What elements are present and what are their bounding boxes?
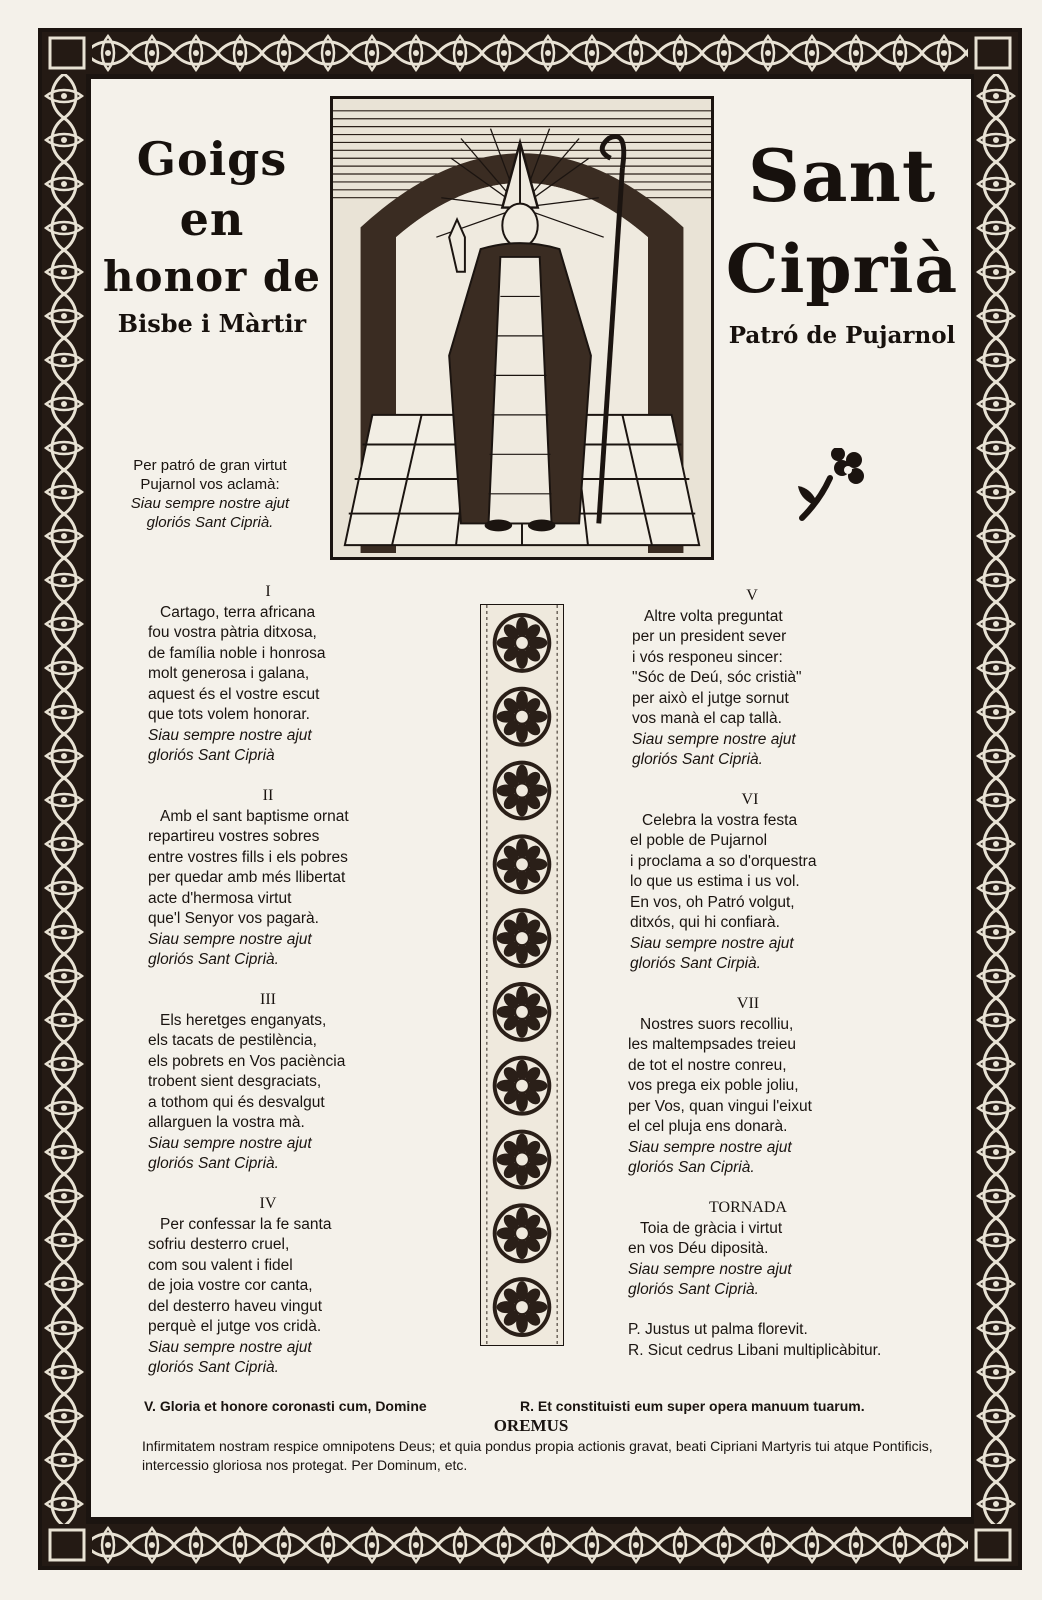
title-left xyxy=(100,132,324,338)
stanza-line: els tacats de pestilència, xyxy=(148,1032,317,1049)
stanza-2 xyxy=(148,786,388,971)
stanza-line: de família noble i honrosa xyxy=(148,644,326,662)
stanza-line: el cel pluja ens donarà. xyxy=(628,1118,788,1135)
stanza-line: Per confessar la fe santa xyxy=(160,1215,332,1233)
rosette-ornament-strip xyxy=(480,604,564,1346)
stanza-number: VII xyxy=(736,995,760,1012)
stanza-number: IV xyxy=(259,1195,277,1212)
border-top-knotwork xyxy=(42,32,1018,74)
stanza-line: vos manà el cap tallà. xyxy=(632,710,782,727)
stanza-line: per quedar amb més llibertat xyxy=(148,869,346,886)
title-cipria: Ciprià xyxy=(725,230,959,308)
stanza-line: aquest és el vostre escut xyxy=(148,685,320,703)
border-bottom-knotwork xyxy=(42,1524,1018,1566)
title-honor-de: honor de xyxy=(103,252,321,301)
stanza-4 xyxy=(148,1194,388,1379)
stanza-line: ditxós, qui hi confiarà. xyxy=(630,914,780,931)
stanza-line: com sou valent i fidel xyxy=(148,1256,293,1274)
closing-prayer: Infirmitatem nostram respice omnipotens Deus; et quia pondus propia actionis gravat, beati Cipriani Martyris tui atque Pontificis, intercessio gloriosa nos protegat. Per Dominum, etc. xyxy=(142,1438,933,1473)
stanza-line: de tot el nostre conreu, xyxy=(628,1056,787,1074)
stanza-line: Toia de gràcia i virtut xyxy=(640,1219,783,1237)
stanza-line: a tothom qui és desvalgut xyxy=(148,1093,325,1111)
stanza-refrain: gloriós Sant Ciprià. xyxy=(148,1155,279,1172)
stanza-line: entre vostres fills i els pobres xyxy=(148,848,348,866)
border-left-knotwork xyxy=(42,74,86,1524)
stanza-number: VI xyxy=(741,791,759,808)
flower-icon xyxy=(790,448,870,522)
stanza-line: molt generosa i galana, xyxy=(148,665,310,682)
stanza-7 xyxy=(628,994,868,1179)
stanza-line: de joia vostre cor canta, xyxy=(148,1277,313,1294)
stanza-line: les maltempsades treieu xyxy=(628,1036,796,1053)
stanza-5 xyxy=(632,586,872,771)
tornada-heading: TORNADA xyxy=(709,1199,787,1216)
stanza-refrain: Siau sempre nostre ajut xyxy=(148,1338,312,1356)
stanza-refrain: gloriós Sant Ciprià. xyxy=(148,951,279,968)
title-en: en xyxy=(179,192,245,246)
responsory-p: P. Justus ut palma florevit. xyxy=(628,1321,808,1338)
saint-woodcut xyxy=(330,96,714,560)
stanza-line: del desterro haveu vingut xyxy=(148,1297,323,1315)
stanza-line: per això el jutge sornut xyxy=(632,689,789,707)
stanza-tornada xyxy=(628,1198,868,1301)
stanza-line: Cartago, terra africana xyxy=(160,603,316,621)
intro-line: Per patró de gran virtut xyxy=(133,457,287,474)
stanza-1 xyxy=(148,582,388,767)
stanza-line: vos prega eix poble joliu, xyxy=(628,1077,799,1094)
stanza-number: II xyxy=(262,787,274,804)
intro-line: Pujarnol vos aclamà: xyxy=(140,476,280,493)
stanza-line: acte d'hermosa virtut xyxy=(148,889,292,907)
subtitle-patro-pujarnol: Patró de Pujarnol xyxy=(728,322,956,349)
stanza-refrain: gloriós Sant Ciprià xyxy=(148,747,275,764)
stanza-refrain: Siau sempre nostre ajut xyxy=(148,930,312,948)
stanza-line: En vos, oh Patró volgut, xyxy=(630,893,795,911)
versicle-r: R. Et constituisti eum super opera manuum tuarum. xyxy=(520,1398,865,1414)
intro-refrain: Siau sempre nostre ajut xyxy=(130,495,290,512)
stanza-line: Amb el sant baptisme ornat xyxy=(160,807,349,825)
stanza-line: trobent sient desgraciats, xyxy=(148,1073,322,1090)
stanza-line: lo que us estima i us vol. xyxy=(630,873,800,890)
stanza-refrain: gloriós Sant Cirpià. xyxy=(630,955,761,972)
stanza-line: Celebra la vostra festa xyxy=(642,811,798,829)
stanza-line: i proclama a so d'orquestra xyxy=(630,852,817,870)
stanza-refrain: gloriós Sant Ciprià. xyxy=(632,751,763,768)
title-sant: Sant xyxy=(747,133,937,218)
stanza-line: per un president sever xyxy=(632,628,787,645)
subtitle-bisbe-martir: Bisbe i Màrtir xyxy=(117,309,307,338)
border-right-knotwork xyxy=(974,74,1018,1524)
stanza-line: Els heretges enganyats, xyxy=(160,1011,327,1029)
stanza-line: i vós responeu sincer: xyxy=(632,648,783,666)
stanza-line: en vos Déu diposità. xyxy=(628,1240,769,1257)
stanza-refrain: Siau sempre nostre ajut xyxy=(148,1134,312,1152)
stanza-number: III xyxy=(260,991,276,1008)
stanza-line: que tots volem honorar. xyxy=(148,706,310,723)
stanza-3 xyxy=(148,990,388,1175)
stanza-refrain: Siau sempre nostre ajut xyxy=(632,730,796,748)
stanza-line: allarguen la vostra mà. xyxy=(148,1114,305,1131)
stanza-number: I xyxy=(265,583,271,600)
intro-stanza xyxy=(100,456,320,532)
stanza-line: que'l Senyor vos pagarà. xyxy=(148,910,319,927)
oremus-heading: OREMUS xyxy=(493,1416,569,1435)
stanza-line: fou vostra pàtria ditxosa, xyxy=(148,624,317,641)
stanza-number: V xyxy=(746,587,758,604)
responsory xyxy=(628,1320,928,1361)
stanza-line: Nostres suors recolliu, xyxy=(640,1015,794,1033)
stanza-line: els pobrets en Vos paciència xyxy=(148,1052,346,1070)
title-goigs: Goigs xyxy=(136,132,288,186)
stanza-refrain: Siau sempre nostre ajut xyxy=(628,1138,792,1156)
title-right xyxy=(724,133,960,349)
stanza-line: el poble de Pujarnol xyxy=(630,832,768,849)
stanza-line: repartireu vostres sobres xyxy=(148,828,320,845)
stanza-6 xyxy=(630,790,870,975)
stanza-refrain: gloriós Sant Ciprià. xyxy=(148,1359,279,1376)
stanza-line: Altre volta preguntat xyxy=(644,607,783,625)
stanza-refrain: Siau sempre nostre ajut xyxy=(148,726,312,744)
stanza-line: "Sóc de Deú, sóc cristià" xyxy=(632,669,802,686)
stanza-line: per Vos, quan vingui l'eixut xyxy=(628,1097,812,1115)
stanza-refrain: gloriós Sant Ciprià. xyxy=(628,1281,759,1298)
stanza-refrain: gloriós San Ciprià. xyxy=(628,1159,755,1176)
intro-refrain: gloriós Sant Ciprià. xyxy=(146,514,274,531)
stanza-refrain: Siau sempre nostre ajut xyxy=(628,1260,792,1278)
versicle-v: V. Gloria et honore coronasti cum, Domine xyxy=(144,1398,427,1414)
stanza-line: sofriu desterro cruel, xyxy=(148,1236,290,1253)
stanza-refrain: Siau sempre nostre ajut xyxy=(630,934,794,952)
stanza-line: perquè el jutge vos cridà. xyxy=(148,1318,322,1335)
responsory-r: R. Sicut cedrus Libani multiplicàbitur. xyxy=(628,1341,882,1359)
